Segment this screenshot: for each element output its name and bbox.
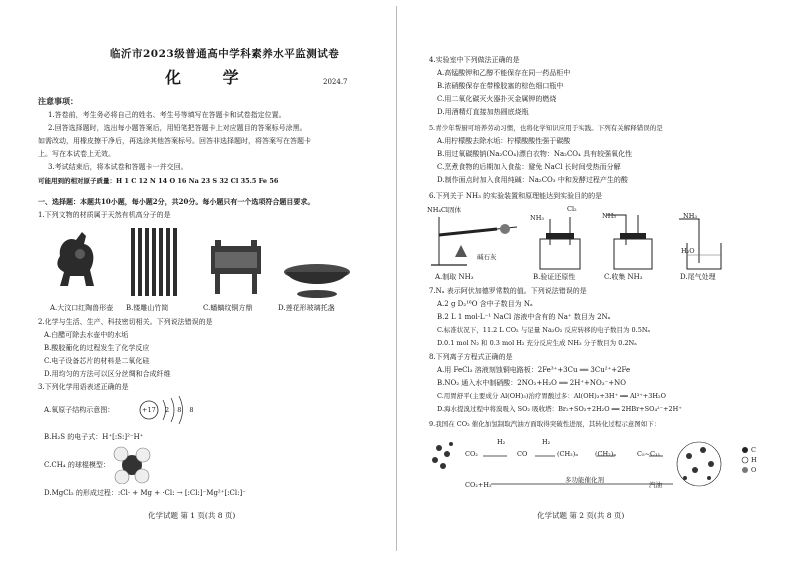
question-7-option-b: B.2 L 1 mol·L⁻¹ NaCl 溶液中含有的 Na⁺ 数目为 2Nₐ xyxy=(437,313,611,321)
atom-shells-label: 2 8 8 xyxy=(165,406,197,414)
catalyst-label: 多功能催化剂 xyxy=(565,476,604,484)
exam-date: 2024.7 xyxy=(323,78,348,86)
page-footer: 化学试题 第 1 页(共 8 页) xyxy=(148,511,236,520)
question-7-option-d: D.0.1 mol N₂ 和 0.3 mol H₂ 充分反应生成 NH₃ 分子数目为 0.2Nₐ xyxy=(437,339,637,347)
water-label: H₂O xyxy=(681,247,695,255)
question-5-option-b: B.用过氧碳酸钠(Na₂CO₄)漂白衣物：Na₂CO₄ 具有较强氧化性 xyxy=(437,150,633,158)
question-4-option-b: B.浓硝酸保存在带橡胶塞的棕色细口瓶中 xyxy=(437,82,564,90)
question-3-option-a: A.氧原子结构示意图： xyxy=(44,406,115,414)
question-6-stem: 6.下列关于 NH₃ 的实验装置和原理能达到实验目的的是 xyxy=(429,192,603,200)
question-1-stem: 1.下列文物的材质属于天然有机高分子的是 xyxy=(38,211,171,219)
nh3-label: NH₃ xyxy=(602,212,616,220)
page-right xyxy=(397,0,794,561)
notice-line: 上。写在本试卷上无效。 xyxy=(38,150,115,158)
soda-lime-label: 碱石灰 xyxy=(477,253,497,261)
question-1-option-a: A.大汶口红陶兽形壶 xyxy=(50,304,114,312)
c5-c11-label: C₅~C₁₁ xyxy=(637,450,661,458)
question-7-stem: 7.Nₐ 表示阿伏加德罗常数的值。下列说法错误的是 xyxy=(429,287,587,295)
bronze-ding-image xyxy=(205,238,267,298)
subject-title: 化 学 xyxy=(165,68,257,87)
notice-line: 3.考试结束后，将本试卷和答题卡一并交回。 xyxy=(48,163,188,171)
question-1-option-d: D.莲花形玻璃托盏 xyxy=(278,304,335,312)
co2-h2-label: CO₂+H₂ xyxy=(465,481,492,489)
question-8-option-b: B.NO₂ 通入水中制硝酸：2NO₂+H₂O ══ 2H⁺+NO₃⁻+NO xyxy=(437,379,626,387)
question-7-option-a: A.2 g D₂¹⁶O 含中子数目为 Nₐ xyxy=(437,300,533,308)
co2-label: CO₂ xyxy=(465,450,478,458)
h2-label: H₂ xyxy=(497,438,506,446)
question-3-stem: 3.下列化学用语表述正确的是 xyxy=(38,383,129,391)
question-8-option-d: D.海水提溴过程中将溴吸入 SO₂ 吸收塔：Br₂+SO₂+2H₂O ══ 2HBr+SO₄²⁻+2H⁺ xyxy=(437,405,682,413)
question-5-stem: 5.青少年帮厨可培养劳动习惯，也将化学知识应用于实践。下列有关解释错误的是 xyxy=(429,124,663,132)
ch2n-label: (CH₂)ₙ xyxy=(595,450,617,458)
atom-core-label: +17 xyxy=(142,406,156,414)
nh4cl-label: NH₄Cl固体 xyxy=(427,206,462,214)
question-5-option-d: D.制作面点时加入食用纯碱：Na₂CO₃ 中和发酵过程产生的酸 xyxy=(437,176,628,184)
question-5-option-c: C.烹煮食物的后期加入食盐：避免 NaCl 长时间受热而分解 xyxy=(437,163,621,171)
question-7-option-c: C.标准状况下，11.2 L CO₂ 与足量 Na₂O₂ 反应转移的电子数目为 0.5Nₐ xyxy=(437,326,651,334)
section-heading: 一、选择题：本题共10小题，每小题2分，共20分。每小题只有一个选项符合题目要求。 xyxy=(38,197,315,206)
legend-h: H xyxy=(751,456,757,464)
question-2-option-d: D.用均匀的方法可以区分丝绸和合成纤维 xyxy=(44,370,171,378)
glass-cup-image xyxy=(282,262,352,300)
notice-line: 1.答卷前，考生务必将自己的姓名、考生号等填写在答题卡和试卷指定位置。 xyxy=(48,111,286,119)
question-8-stem: 8.下列离子方程式正确的是 xyxy=(429,353,513,361)
question-6-option-d: D.尾气处理 xyxy=(680,273,716,281)
bamboo-slips-image xyxy=(127,226,179,298)
question-1-option-c: C.蟠螭纹铜方鼎 xyxy=(203,304,253,312)
h2-label: H₂ xyxy=(542,438,551,446)
question-3-option-d: D.MgCl₂ 的形成过程：:Cl· + Mg + ·Cl: → [:Cl:]⁻Mg²⁺[:Cl:]⁻ xyxy=(44,489,246,497)
question-5-option-a: A.用柠檬酸去除水垢：柠檬酸酸性强于碳酸 xyxy=(437,137,571,145)
question-3-option-c: C.CH₄ 的球棍模型： xyxy=(44,461,110,469)
question-2-option-a: A.白醋可除去水壶中的水垢 xyxy=(44,331,129,339)
nh3-label: NH₃ xyxy=(530,214,544,222)
question-1-option-b: B.镂雕山竹简 xyxy=(126,304,169,312)
question-9-stem: 9.我国在 CO₂ 催化加氢制取汽油方面取得突破性进展，其转化过程示意图如下： xyxy=(429,420,661,428)
notice-heading: 注意事项： xyxy=(38,96,78,106)
question-6-option-b: B.验证还原性 xyxy=(533,273,576,281)
question-8-option-c: C.用胃舒平(主要成分 Al(OH)₃)治疗胃酸过多：Al(OH)₃+3H⁺ ══ Al³⁺+3H₂O xyxy=(437,392,666,400)
exam-title: 临沂市2023级普通高中学科素养水平监测试卷 xyxy=(110,48,340,60)
methane-ball-stick-model xyxy=(112,446,152,484)
nh3-preparation-apparatus xyxy=(427,205,527,273)
nh3-label: NH₃ xyxy=(683,212,697,220)
legend-c: C xyxy=(751,446,756,454)
question-4-stem: 4.实验室中下列做法正确的是 xyxy=(429,56,520,64)
question-2-option-c: C.电子设备芯片的材料是二氧化硅 xyxy=(44,357,150,365)
notice-line: 如需改动，用橡皮擦干净后，再选涂其他答案标号。回答非选择题时，将答案写在答题卡 xyxy=(38,137,311,145)
cl2-label: Cl₂ xyxy=(567,205,577,213)
notice-line: 2.回答选择题时，选出每小题答案后，用铅笔把答题卡上对应题目的答案标号涂黑。 xyxy=(48,124,307,132)
ch2n-label: (CH₂)ₙ xyxy=(557,450,579,458)
question-6-option-c: C.收集 NH₃ xyxy=(604,273,643,281)
legend-o: O xyxy=(751,466,757,474)
page-footer: 化学试题 第 2 页(共 8 页) xyxy=(537,511,625,520)
question-3-option-b: B.H₂S 的电子式：H⁺[:S:]²⁻H⁺ xyxy=(44,433,144,441)
question-6-option-a: A.制取 NH₃ xyxy=(435,273,474,281)
atomic-masses: 可能用到的相对原子质量：H 1 C 12 N 14 O 16 Na 23 S 32 Cl 35.5 Fe 56 xyxy=(38,177,279,185)
question-8-option-a: A.用 FeCl₃ 溶液刻蚀铜电路板：2Fe³⁺+3Cu ══ 3Cu²⁺+2Fe xyxy=(437,366,631,374)
question-4-option-c: C.用二氧化碳灭火器扑灭金属钾的燃烧 xyxy=(437,95,557,103)
question-2-stem: 2.化学与生活、生产、科技密切相关。下列说法错误的是 xyxy=(38,318,213,326)
co2-to-gasoline-diagram xyxy=(427,434,787,504)
co-label: CO xyxy=(517,450,528,458)
question-4-option-a: A.高锰酸钾和乙醇不能保存在同一药品柜中 xyxy=(437,69,571,77)
question-4-option-d: D.用酒精灯直接加热圆底烧瓶 xyxy=(437,108,529,116)
gasoline-label: 汽油 xyxy=(649,481,662,489)
pottery-vessel-image xyxy=(50,226,102,296)
question-2-option-b: B.酸胶葡化的过程发生了化学反应 xyxy=(44,344,150,352)
